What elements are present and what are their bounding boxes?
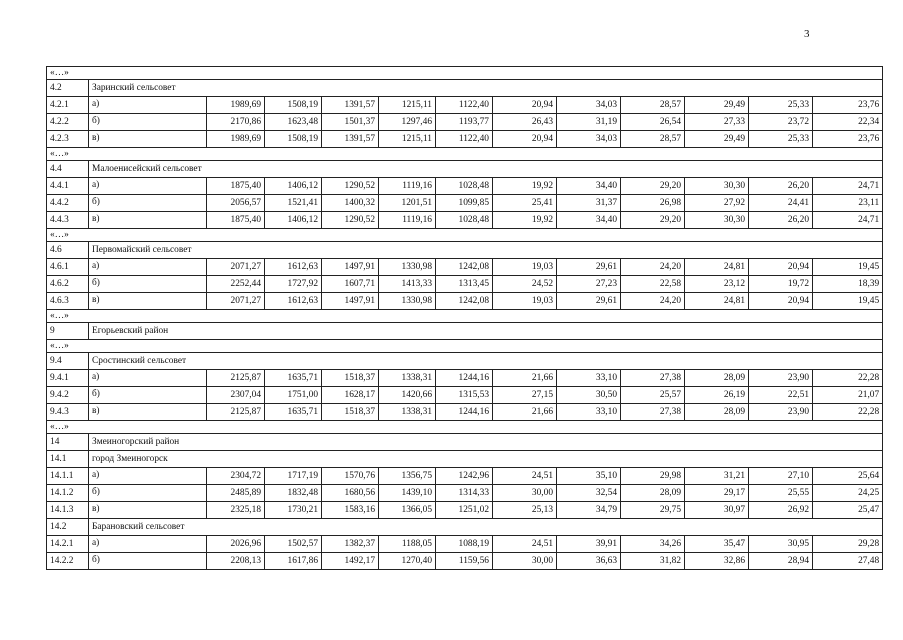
value-cell: 19,45 bbox=[813, 293, 883, 310]
row-label: а) bbox=[89, 97, 207, 114]
value-cell: 30,30 bbox=[685, 178, 749, 195]
value-cell: 1290,52 bbox=[322, 178, 379, 195]
row-label: б) bbox=[89, 485, 207, 502]
value-cell: 1270,40 bbox=[379, 553, 436, 570]
row-label: в) bbox=[89, 502, 207, 519]
value-cell: 24,81 bbox=[685, 259, 749, 276]
section-header-row bbox=[47, 519, 883, 536]
value-cell: 1382,37 bbox=[322, 536, 379, 553]
table-row bbox=[47, 502, 883, 519]
value-cell: 1420,66 bbox=[379, 387, 436, 404]
section-header-row bbox=[47, 451, 883, 468]
value-cell: 1251,02 bbox=[436, 502, 493, 519]
value-cell: 23,72 bbox=[749, 114, 813, 131]
value-cell: 25,41 bbox=[493, 195, 557, 212]
table-row bbox=[47, 178, 883, 195]
value-cell: 26,19 bbox=[685, 387, 749, 404]
value-cell: 36,63 bbox=[557, 553, 621, 570]
value-cell: 1099,85 bbox=[436, 195, 493, 212]
value-cell: 1570,76 bbox=[322, 468, 379, 485]
value-cell: 1508,19 bbox=[265, 97, 322, 114]
value-cell: 1356,75 bbox=[379, 468, 436, 485]
value-cell: 1366,05 bbox=[379, 502, 436, 519]
value-cell: 1623,48 bbox=[265, 114, 322, 131]
value-cell: 34,26 bbox=[621, 536, 685, 553]
value-cell: 27,92 bbox=[685, 195, 749, 212]
row-label: б) bbox=[89, 195, 207, 212]
value-cell: 1518,37 bbox=[322, 370, 379, 387]
value-cell: 1832,48 bbox=[265, 485, 322, 502]
value-cell: 1119,16 bbox=[379, 178, 436, 195]
value-cell: 35,47 bbox=[685, 536, 749, 553]
ellipsis-row bbox=[47, 421, 883, 434]
row-label: б) bbox=[89, 276, 207, 293]
value-cell: 26,20 bbox=[749, 212, 813, 229]
value-cell: 1717,19 bbox=[265, 468, 322, 485]
row-code: 9.4.3 bbox=[47, 404, 89, 421]
row-code: 4.2.3 bbox=[47, 131, 89, 148]
value-cell: 27,38 bbox=[621, 370, 685, 387]
value-cell: 30,97 bbox=[685, 502, 749, 519]
table-row bbox=[47, 212, 883, 229]
value-cell: 1215,11 bbox=[379, 131, 436, 148]
row-label: а) bbox=[89, 468, 207, 485]
table-row bbox=[47, 404, 883, 421]
value-cell: 1635,71 bbox=[265, 370, 322, 387]
value-cell: 24,20 bbox=[621, 293, 685, 310]
value-cell: 24,52 bbox=[493, 276, 557, 293]
value-cell: 20,94 bbox=[493, 97, 557, 114]
value-cell: 1497,91 bbox=[322, 293, 379, 310]
section-header-row bbox=[47, 323, 883, 340]
value-cell: 33,10 bbox=[557, 370, 621, 387]
table-row bbox=[47, 276, 883, 293]
value-cell: 29,75 bbox=[621, 502, 685, 519]
row-code: 4.4.2 bbox=[47, 195, 89, 212]
value-cell: 1242,96 bbox=[436, 468, 493, 485]
value-cell: 31,37 bbox=[557, 195, 621, 212]
value-cell: 1122,40 bbox=[436, 131, 493, 148]
ellipsis-row bbox=[47, 340, 883, 353]
value-cell: 23,90 bbox=[749, 404, 813, 421]
value-cell: 29,98 bbox=[621, 468, 685, 485]
value-cell: 1612,63 bbox=[265, 259, 322, 276]
ellipsis-cell: «…» bbox=[47, 148, 883, 161]
value-cell: 1502,57 bbox=[265, 536, 322, 553]
value-cell: 1727,92 bbox=[265, 276, 322, 293]
value-cell: 1518,37 bbox=[322, 404, 379, 421]
value-cell: 2125,87 bbox=[207, 404, 265, 421]
row-code: 4.6.2 bbox=[47, 276, 89, 293]
value-cell: 1406,12 bbox=[265, 178, 322, 195]
table-row bbox=[47, 293, 883, 310]
ellipsis-cell: «…» bbox=[47, 340, 883, 353]
row-code: 4.4.3 bbox=[47, 212, 89, 229]
section-code: 4.2 bbox=[47, 80, 89, 97]
value-cell: 1508,19 bbox=[265, 131, 322, 148]
value-cell: 25,13 bbox=[493, 502, 557, 519]
value-cell: 1492,17 bbox=[322, 553, 379, 570]
value-cell: 1875,40 bbox=[207, 212, 265, 229]
value-cell: 2325,18 bbox=[207, 502, 265, 519]
value-cell: 29,61 bbox=[557, 259, 621, 276]
value-cell: 30,30 bbox=[685, 212, 749, 229]
row-label: в) bbox=[89, 404, 207, 421]
value-cell: 20,94 bbox=[749, 259, 813, 276]
value-cell: 1201,51 bbox=[379, 195, 436, 212]
section-code: 4.4 bbox=[47, 161, 89, 178]
row-code: 14.1.2 bbox=[47, 485, 89, 502]
value-cell: 2026,96 bbox=[207, 536, 265, 553]
table-row bbox=[47, 114, 883, 131]
value-cell: 2304,72 bbox=[207, 468, 265, 485]
value-cell: 1330,98 bbox=[379, 259, 436, 276]
value-cell: 24,41 bbox=[749, 195, 813, 212]
table-row bbox=[47, 387, 883, 404]
value-cell: 32,86 bbox=[685, 553, 749, 570]
value-cell: 31,82 bbox=[621, 553, 685, 570]
value-cell: 1413,33 bbox=[379, 276, 436, 293]
row-label: б) bbox=[89, 553, 207, 570]
value-cell: 1628,17 bbox=[322, 387, 379, 404]
value-cell: 24,71 bbox=[813, 212, 883, 229]
value-cell: 2071,27 bbox=[207, 259, 265, 276]
value-cell: 2170,86 bbox=[207, 114, 265, 131]
table-row bbox=[47, 553, 883, 570]
value-cell: 28,09 bbox=[685, 404, 749, 421]
value-cell: 2208,13 bbox=[207, 553, 265, 570]
value-cell: 1193,77 bbox=[436, 114, 493, 131]
value-cell: 24,71 bbox=[813, 178, 883, 195]
value-cell: 1330,98 bbox=[379, 293, 436, 310]
value-cell: 34,40 bbox=[557, 212, 621, 229]
value-cell: 23,76 bbox=[813, 97, 883, 114]
value-cell: 29,49 bbox=[685, 131, 749, 148]
value-cell: 35,10 bbox=[557, 468, 621, 485]
ellipsis-row bbox=[47, 148, 883, 161]
row-label: а) bbox=[89, 370, 207, 387]
value-cell: 24,51 bbox=[493, 468, 557, 485]
value-cell: 26,98 bbox=[621, 195, 685, 212]
value-cell: 25,64 bbox=[813, 468, 883, 485]
section-header-row bbox=[47, 80, 883, 97]
value-cell: 1583,16 bbox=[322, 502, 379, 519]
section-code: 14 bbox=[47, 434, 89, 451]
value-cell: 23,12 bbox=[685, 276, 749, 293]
value-cell: 1215,11 bbox=[379, 97, 436, 114]
value-cell: 26,43 bbox=[493, 114, 557, 131]
section-name: Змеиногорский район bbox=[89, 434, 883, 451]
value-cell: 1635,71 bbox=[265, 404, 322, 421]
value-cell: 24,20 bbox=[621, 259, 685, 276]
section-name: Заринский сельсовет bbox=[89, 80, 883, 97]
value-cell: 25,47 bbox=[813, 502, 883, 519]
row-label: а) bbox=[89, 178, 207, 195]
value-cell: 19,03 bbox=[493, 259, 557, 276]
row-code: 9.4.1 bbox=[47, 370, 89, 387]
value-cell: 1400,32 bbox=[322, 195, 379, 212]
value-cell: 25,33 bbox=[749, 97, 813, 114]
value-cell: 27,48 bbox=[813, 553, 883, 570]
value-cell: 1875,40 bbox=[207, 178, 265, 195]
row-code: 14.1.1 bbox=[47, 468, 89, 485]
value-cell: 28,57 bbox=[621, 131, 685, 148]
value-cell: 29,20 bbox=[621, 212, 685, 229]
value-cell: 1391,57 bbox=[322, 97, 379, 114]
value-cell: 1188,05 bbox=[379, 536, 436, 553]
value-cell: 1406,12 bbox=[265, 212, 322, 229]
value-cell: 1119,16 bbox=[379, 212, 436, 229]
ellipsis-row bbox=[47, 310, 883, 323]
section-name: город Змеиногорск bbox=[89, 451, 883, 468]
value-cell: 28,94 bbox=[749, 553, 813, 570]
value-cell: 28,09 bbox=[621, 485, 685, 502]
value-cell: 25,57 bbox=[621, 387, 685, 404]
row-label: б) bbox=[89, 114, 207, 131]
table-row bbox=[47, 536, 883, 553]
value-cell: 1088,19 bbox=[436, 536, 493, 553]
section-code: 9.4 bbox=[47, 353, 89, 370]
ellipsis-cell: «…» bbox=[47, 421, 883, 434]
value-cell: 27,15 bbox=[493, 387, 557, 404]
value-cell: 30,95 bbox=[749, 536, 813, 553]
value-cell: 23,76 bbox=[813, 131, 883, 148]
value-cell: 23,11 bbox=[813, 195, 883, 212]
value-cell: 21,66 bbox=[493, 404, 557, 421]
value-cell: 27,23 bbox=[557, 276, 621, 293]
value-cell: 1028,48 bbox=[436, 212, 493, 229]
value-cell: 29,20 bbox=[621, 178, 685, 195]
value-cell: 23,90 bbox=[749, 370, 813, 387]
section-code: 4.6 bbox=[47, 242, 89, 259]
row-code: 4.2.2 bbox=[47, 114, 89, 131]
section-code: 14.1 bbox=[47, 451, 89, 468]
value-cell: 1338,31 bbox=[379, 370, 436, 387]
value-cell: 1244,16 bbox=[436, 370, 493, 387]
value-cell: 31,21 bbox=[685, 468, 749, 485]
value-cell: 1313,45 bbox=[436, 276, 493, 293]
section-header-row bbox=[47, 434, 883, 451]
value-cell: 19,92 bbox=[493, 212, 557, 229]
value-cell: 2125,87 bbox=[207, 370, 265, 387]
row-code: 4.2.1 bbox=[47, 97, 89, 114]
value-cell: 1439,10 bbox=[379, 485, 436, 502]
row-code: 9.4.2 bbox=[47, 387, 89, 404]
page-number: 3 bbox=[804, 28, 810, 40]
tariff-table bbox=[46, 66, 883, 570]
value-cell: 21,66 bbox=[493, 370, 557, 387]
table-row bbox=[47, 97, 883, 114]
value-cell: 22,34 bbox=[813, 114, 883, 131]
row-label: а) bbox=[89, 536, 207, 553]
value-cell: 32,54 bbox=[557, 485, 621, 502]
value-cell: 24,25 bbox=[813, 485, 883, 502]
value-cell: 1751,00 bbox=[265, 387, 322, 404]
table-row bbox=[47, 259, 883, 276]
value-cell: 27,38 bbox=[621, 404, 685, 421]
value-cell: 2071,27 bbox=[207, 293, 265, 310]
value-cell: 33,10 bbox=[557, 404, 621, 421]
value-cell: 2252,44 bbox=[207, 276, 265, 293]
value-cell: 28,09 bbox=[685, 370, 749, 387]
value-cell: 27,33 bbox=[685, 114, 749, 131]
row-code: 4.6.1 bbox=[47, 259, 89, 276]
value-cell: 29,49 bbox=[685, 97, 749, 114]
value-cell: 26,54 bbox=[621, 114, 685, 131]
value-cell: 29,17 bbox=[685, 485, 749, 502]
value-cell: 1612,63 bbox=[265, 293, 322, 310]
value-cell: 29,61 bbox=[557, 293, 621, 310]
value-cell: 18,39 bbox=[813, 276, 883, 293]
row-code: 4.6.3 bbox=[47, 293, 89, 310]
section-name: Малоенисейский сельсовет bbox=[89, 161, 883, 178]
table-row bbox=[47, 485, 883, 502]
value-cell: 1122,40 bbox=[436, 97, 493, 114]
row-code: 14.2.2 bbox=[47, 553, 89, 570]
value-cell: 30,00 bbox=[493, 553, 557, 570]
value-cell: 20,94 bbox=[749, 293, 813, 310]
value-cell: 27,10 bbox=[749, 468, 813, 485]
value-cell: 1297,46 bbox=[379, 114, 436, 131]
ellipsis-cell: «…» bbox=[47, 229, 883, 242]
value-cell: 1244,16 bbox=[436, 404, 493, 421]
section-name: Первомайский сельсовет bbox=[89, 242, 883, 259]
value-cell: 21,07 bbox=[813, 387, 883, 404]
value-cell: 2056,57 bbox=[207, 195, 265, 212]
value-cell: 34,03 bbox=[557, 97, 621, 114]
value-cell: 1617,86 bbox=[265, 553, 322, 570]
value-cell: 1315,53 bbox=[436, 387, 493, 404]
section-code: 9 bbox=[47, 323, 89, 340]
section-name: Егорьевский район bbox=[89, 323, 883, 340]
section-code: 14.2 bbox=[47, 519, 89, 536]
row-label: а) bbox=[89, 259, 207, 276]
value-cell: 2307,04 bbox=[207, 387, 265, 404]
value-cell: 1607,71 bbox=[322, 276, 379, 293]
table-row bbox=[47, 131, 883, 148]
value-cell: 25,33 bbox=[749, 131, 813, 148]
value-cell: 30,00 bbox=[493, 485, 557, 502]
table-row bbox=[47, 468, 883, 485]
value-cell: 34,40 bbox=[557, 178, 621, 195]
value-cell: 1730,21 bbox=[265, 502, 322, 519]
value-cell: 1989,69 bbox=[207, 131, 265, 148]
value-cell: 1290,52 bbox=[322, 212, 379, 229]
value-cell: 1028,48 bbox=[436, 178, 493, 195]
value-cell: 1338,31 bbox=[379, 404, 436, 421]
section-header-row bbox=[47, 161, 883, 178]
value-cell: 26,20 bbox=[749, 178, 813, 195]
value-cell: 1989,69 bbox=[207, 97, 265, 114]
value-cell: 19,03 bbox=[493, 293, 557, 310]
value-cell: 1680,56 bbox=[322, 485, 379, 502]
value-cell: 20,94 bbox=[493, 131, 557, 148]
value-cell: 34,03 bbox=[557, 131, 621, 148]
row-label: в) bbox=[89, 293, 207, 310]
value-cell: 22,28 bbox=[813, 404, 883, 421]
row-code: 4.4.1 bbox=[47, 178, 89, 195]
value-cell: 26,92 bbox=[749, 502, 813, 519]
value-cell: 1242,08 bbox=[436, 259, 493, 276]
value-cell: 19,72 bbox=[749, 276, 813, 293]
ellipsis-row bbox=[47, 67, 883, 80]
value-cell: 1242,08 bbox=[436, 293, 493, 310]
value-cell: 22,28 bbox=[813, 370, 883, 387]
value-cell: 19,45 bbox=[813, 259, 883, 276]
value-cell: 24,81 bbox=[685, 293, 749, 310]
table-row bbox=[47, 195, 883, 212]
section-header-row bbox=[47, 242, 883, 259]
value-cell: 29,28 bbox=[813, 536, 883, 553]
value-cell: 34,79 bbox=[557, 502, 621, 519]
value-cell: 24,51 bbox=[493, 536, 557, 553]
value-cell: 30,50 bbox=[557, 387, 621, 404]
ellipsis-row bbox=[47, 229, 883, 242]
row-label: б) bbox=[89, 387, 207, 404]
value-cell: 28,57 bbox=[621, 97, 685, 114]
row-label: в) bbox=[89, 212, 207, 229]
value-cell: 22,58 bbox=[621, 276, 685, 293]
value-cell: 1159,56 bbox=[436, 553, 493, 570]
row-label: в) bbox=[89, 131, 207, 148]
value-cell: 25,55 bbox=[749, 485, 813, 502]
value-cell: 1521,41 bbox=[265, 195, 322, 212]
ellipsis-cell: «…» bbox=[47, 310, 883, 323]
section-name: Сростинский сельсовет bbox=[89, 353, 883, 370]
value-cell: 39,91 bbox=[557, 536, 621, 553]
ellipsis-cell: «…» bbox=[47, 67, 883, 80]
row-code: 14.2.1 bbox=[47, 536, 89, 553]
value-cell: 19,92 bbox=[493, 178, 557, 195]
value-cell: 1501,37 bbox=[322, 114, 379, 131]
value-cell: 31,19 bbox=[557, 114, 621, 131]
value-cell: 22,51 bbox=[749, 387, 813, 404]
table-row bbox=[47, 370, 883, 387]
section-name: Барановский сельсовет bbox=[89, 519, 883, 536]
section-header-row bbox=[47, 353, 883, 370]
value-cell: 1314,33 bbox=[436, 485, 493, 502]
value-cell: 2485,89 bbox=[207, 485, 265, 502]
row-code: 14.1.3 bbox=[47, 502, 89, 519]
value-cell: 1391,57 bbox=[322, 131, 379, 148]
value-cell: 1497,91 bbox=[322, 259, 379, 276]
